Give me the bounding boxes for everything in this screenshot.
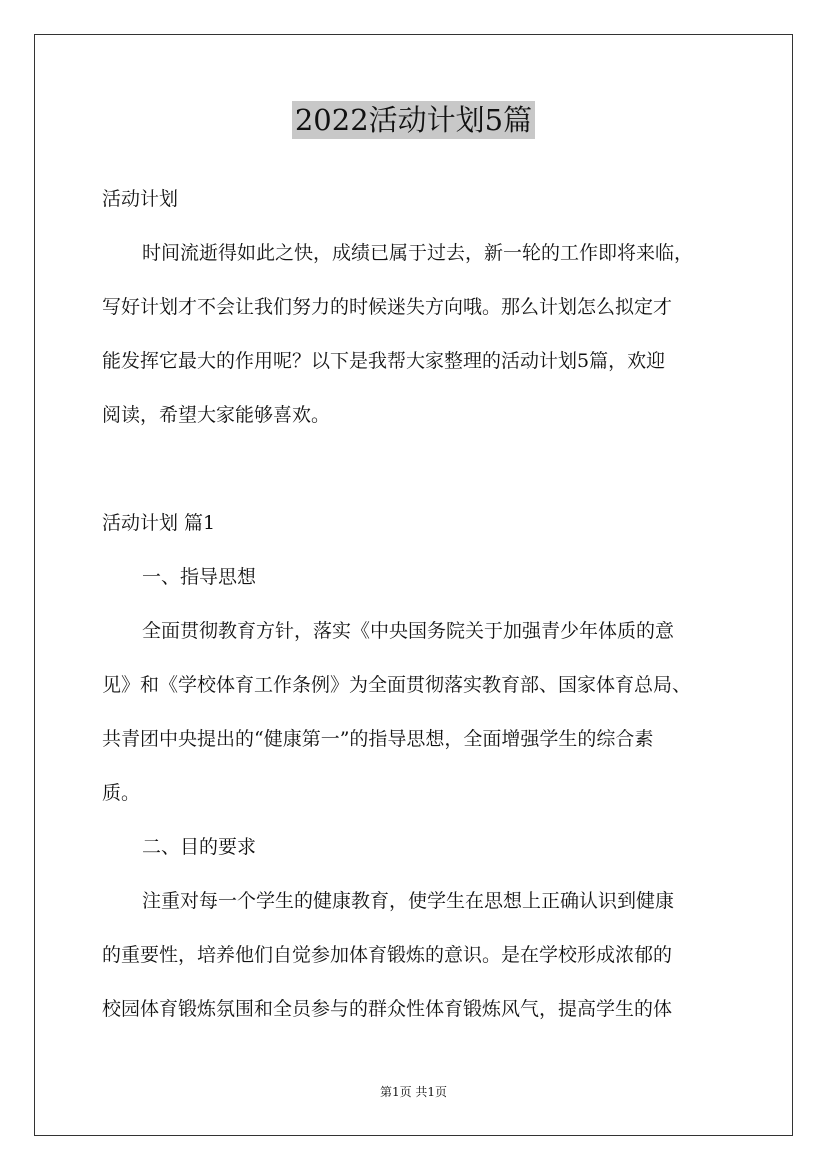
p1-line-2: 见》和《学校体育工作条例》为全面贯彻落实教育部、国家体育总局、 bbox=[102, 674, 692, 696]
p2-line-2: 的重要性，培养他们自觉参加体育锻炼的意识。是在学校形成浓郁的 bbox=[102, 944, 673, 966]
p1-line-3: 共青团中央提出的“健康第一”的指导思想，全面增强学生的综合素 bbox=[102, 728, 654, 750]
p2-line-3: 校园体育锻炼氛围和全员参与的群众性体育锻炼风气，提高学生的体 bbox=[102, 998, 673, 1020]
document-title-text: 2022活动计划5篇 bbox=[292, 101, 535, 139]
p1-line-4: 质。 bbox=[102, 782, 141, 804]
page-number: 第1页 共1页 bbox=[379, 1085, 448, 1099]
section-heading: 活动计划 bbox=[102, 188, 179, 210]
intro-line-2: 写好计划才不会让我们努力的时候迷失方向哦。那么计划怎么拟定才 bbox=[102, 296, 673, 318]
document-body bbox=[102, 172, 730, 1036]
page-footer bbox=[0, 1083, 827, 1100]
part1-heading: 活动计划 篇1 bbox=[102, 512, 216, 534]
heading-purpose: 二、目的要求 bbox=[142, 836, 257, 858]
intro-line-4: 阅读，希望大家能够喜欢。 bbox=[102, 404, 331, 426]
document-title bbox=[0, 100, 827, 140]
heading-guiding-thought: 一、指导思想 bbox=[142, 566, 257, 588]
p2-line-1: 注重对每一个学生的健康教育，使学生在思想上正确认识到健康 bbox=[142, 890, 675, 912]
intro-line-1: 时间流逝得如此之快，成绩已属于过去，新一轮的工作即将来临， bbox=[142, 242, 694, 264]
spacer bbox=[102, 442, 730, 496]
intro-line-3: 能发挥它最大的作用呢？以下是我帮大家整理的活动计划5篇，欢迎 bbox=[102, 350, 666, 372]
p1-line-1: 全面贯彻教育方针，落实《中央国务院关于加强青少年体质的意 bbox=[142, 620, 675, 642]
